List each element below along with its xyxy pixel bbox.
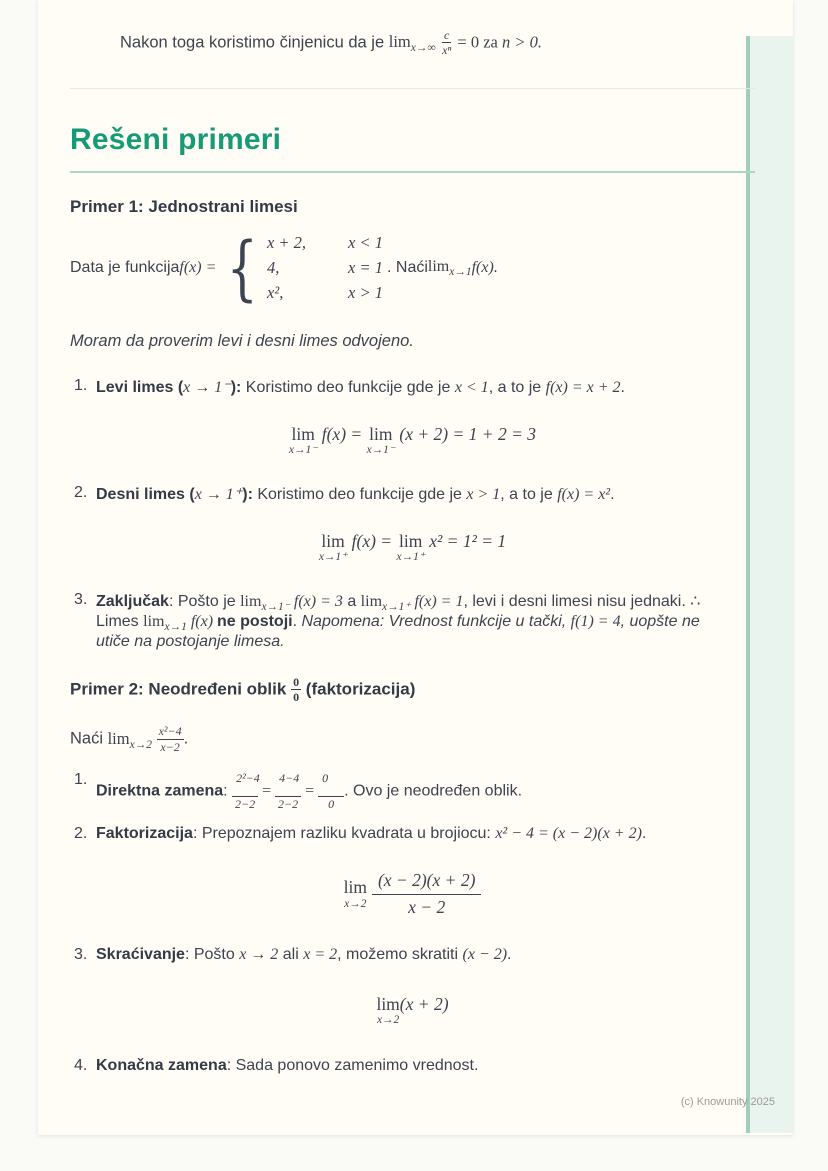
step-item-4 — [70, 1057, 755, 1075]
fraction-inline: $\frac{c}{\text{xⁿ}}$ — [442, 28, 452, 58]
limit-inline: $\lim_{x\to 1^+}$ — [360, 592, 411, 613]
fraction-inline: $\frac{\text{x²−4}}{x-2}$ — [158, 724, 182, 754]
limit-display: lim x→1⁺ — [318, 530, 348, 564]
equation-factored — [70, 870, 755, 919]
limit-display: lim x→1⁻ — [366, 423, 396, 456]
def-text: . Naći — [387, 259, 428, 277]
function-definition: Data je funkcija f(x) = { x + 2, x < 1 4, x = 1 x², x > 1 . Naći $\lim_{x\to 1}$ f(x). — [70, 227, 498, 310]
limit-inline: $\lim_{x\to\infty}$ — [388, 32, 436, 55]
step-text: Desni limes (x → 1⁺): Koristimo deo funkcije gde je x > 1, a to je f(x) = x². — [96, 485, 615, 503]
limit-display: lim x→1⁺ — [396, 530, 425, 564]
step-text: Zaključak: Pošto je $\lim_{x\to 1^-} f(x) = 3$ a $\lim_{x\to 1^+} f(x) = 1$, levi i desni limesi nisu jednaki. ∴ Limes $\lim_{x\to 1} f(x)$ ne postoji. Napomena: Vrednost funkcije u tački, f(1) = 4, uopšte ne utiče na postojanje limesa. — [96, 592, 701, 650]
step-text: Direktna zamena: $\frac{\text{2²−4}}{2-2}$ = $\frac{4-4}{2-2}$ = $\frac{0}{0}$ . Ovo je neodređen oblik. — [96, 770, 523, 811]
step-text: Faktorizacija: Prepoznajem razliku kvadrata u brojiocu: x² − 4 = (x − 2)(x + 2). — [96, 824, 647, 842]
step-text: Skraćivanje: Pošto x → 2 ali x = 2, možemo skratiti (x − 2). — [96, 945, 512, 963]
example-1-steps — [70, 377, 755, 651]
thinking-note: Moram da proverim levi i desni limes odvojeno. — [70, 332, 414, 351]
remark-italic: Napomena: Vrednost funkcije u tački, f(1) = 4, uopšte ne utiče na postojanje limesa. — [96, 612, 700, 650]
example-2-title: Primer 2: Neodređeni oblik $\frac{0}{0}$ (faktorizacija) — [70, 674, 416, 705]
example-1-title: Primer 1: Jednostrani limesi — [70, 197, 298, 217]
step-text: Konačna zamena: Sada ponovo zamenimo vrednost. — [96, 1056, 479, 1074]
section-divider — [70, 88, 755, 89]
intro-paragraph: Nakon toga koristimo činjenicu da je $\lim_{x\to\infty}$ $\frac{c}{\text{xⁿ}}$ = 0 za n > 0. — [120, 28, 542, 58]
section-heading: Rešeni primeri — [70, 123, 755, 173]
equation-simplified: lim x→2 (x + 2) — [376, 993, 449, 1027]
step-item-2 — [70, 484, 755, 504]
step-number: 3. — [74, 590, 88, 608]
step-item-3 — [70, 591, 755, 651]
step-number: 1. — [74, 770, 88, 788]
task-paragraph: Naći $\lim_{x\to 2}$ $\frac{\text{x²−4}}{x-2}$ . — [70, 724, 189, 754]
footer-copyright: (c) Knowunity 2025 — [680, 1096, 775, 1108]
case-expr: x², — [266, 283, 284, 303]
document-content — [70, 0, 755, 1075]
fraction-inline: $\frac{0}{0}$ — [318, 771, 344, 811]
fraction-inline: $\frac{0}{0}$ — [293, 674, 300, 705]
intro-text: Nakon toga koristimo činjenicu da je — [120, 33, 389, 52]
document-page — [38, 0, 793, 1135]
fraction-inline: $\frac{\text{2²−4}}{2-2}$ — [232, 771, 258, 811]
step-number: 2. — [74, 824, 88, 842]
fraction-display: $\frac{(x - 2)(x + 2)}{x - 2}$ — [372, 870, 481, 919]
piecewise-cases: { x + 2, x < 1 4, x = 1 x², x > 1 — [227, 227, 383, 310]
step-number: 1. — [74, 376, 88, 394]
equation-right-limit: lim x→1⁺ f(x) = lim x→1⁺ x² = 1² = 1 — [318, 530, 507, 564]
step-number: 2. — [74, 483, 88, 501]
step-item-1 — [70, 771, 755, 811]
limit-display: lim x→2 — [376, 993, 400, 1027]
equation-left-limit: lim x→1⁻ f(x) = lim x→1⁻ (x + 2) = 1 + 2 = 3 — [288, 423, 537, 456]
def-text: Data je funkcija — [70, 259, 180, 277]
fraction-inline: $\frac{4-4}{2-2}$ — [275, 771, 301, 811]
limit-display: lim x→1⁻ — [288, 423, 318, 456]
cases-rows — [267, 233, 383, 303]
case-expr: 4, — [266, 258, 280, 278]
case-cond: x < 1 — [348, 233, 383, 253]
step-item-2 — [70, 825, 755, 843]
limit-display: lim x→2 — [343, 877, 367, 910]
step-item-1 — [70, 377, 755, 397]
step-text: Levi limes (x → 1⁻): Koristimo deo funkcije gde je x < 1, a to je f(x) = x + 2. — [96, 378, 625, 396]
step-number: 4. — [74, 1056, 88, 1074]
case-cond: x > 1 — [348, 283, 383, 303]
limit-inline: $\lim_{x\to 2}$ — [107, 728, 152, 751]
example-2-steps — [70, 771, 755, 1075]
limit-inline: $\lim_{x\to 1}$ — [143, 612, 187, 633]
case-cond: x = 1 — [348, 258, 383, 278]
step-number: 3. — [74, 945, 88, 963]
case-expr: x + 2, — [266, 233, 307, 253]
step-item-3 — [70, 946, 755, 964]
limit-inline: $\lim_{x\to 1}$ — [427, 258, 472, 279]
limit-inline: $\lim_{x\to 1^-}$ — [240, 592, 290, 613]
